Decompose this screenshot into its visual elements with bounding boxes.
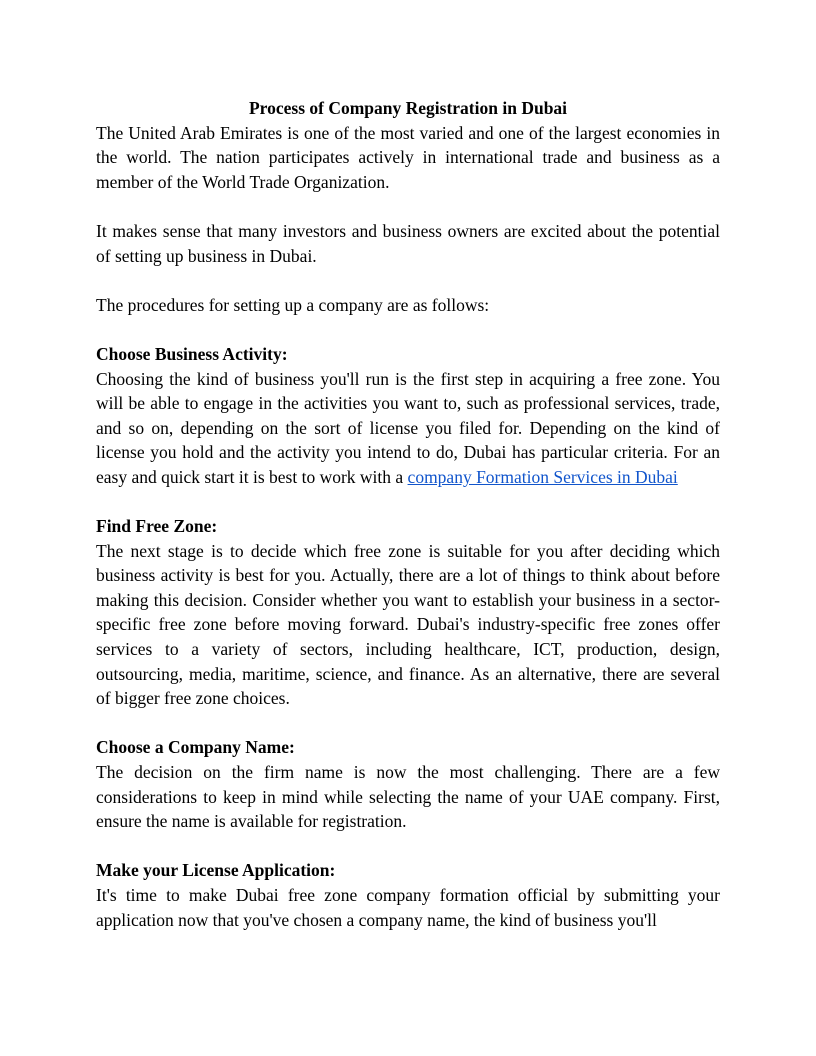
company-name-paragraph: The decision on the firm name is now the most challenging. There are a few considerations to keep in mind while selecting the name of your UAE company. First, ensure the name is available for registration. <box>96 762 720 832</box>
intro-paragraph-2: It makes sense that many investors and business owners are excited about the potential of setting up business in Dubai. <box>96 220 720 266</box>
free-zone-paragraph: The next stage is to decide which free zone is suitable for you after deciding which business activity is best for you. Actually, there are a lot of things to think about before making this decision. Consider whether you want to establish your business in a sector-specific free zone before moving forward. Dubai's industry-specific free zones offer services to a variety of sectors, including healthcare, ICT, production, design, outsourcing, media, maritime, science, and finance. As an alternative, there are several of bigger free zone choices. <box>96 540 720 709</box>
intro-paragraph-1: The United Arab Emirates is one of the most varied and one of the largest economies in the world. The nation participates actively in international trade and business as a member of the World Trade Organization. <box>96 122 720 192</box>
document-page <box>96 92 720 957</box>
company-name-heading: Choose a Company Name: <box>96 737 295 758</box>
business-activity-heading: Choose Business Activity: <box>96 343 288 364</box>
business-activity-text: Choosing the kind of business you'll run is the first step in acquiring a free zone. You will be able to engage in the activities you want to, such as professional services, trade, and so on, depending on the sort of license you filed for. Depending on the kind of license you hold and the activity you intend to do, Dubai has particular criteria. For an easy and quick start it is best to work with a <box>96 368 720 487</box>
company-formation-link[interactable]: company Formation Services in Dubai <box>407 466 678 487</box>
intro-paragraph-3: The procedures for setting up a company are as follows: <box>96 294 490 315</box>
license-application-heading: Make your License Application: <box>96 860 336 881</box>
license-application-paragraph: It's time to make Dubai free zone company formation official by submitting your application now that you've chosen a company name, the kind of business you'll <box>96 885 720 930</box>
document-title: Process of Company Registration in Dubai <box>248 98 568 118</box>
free-zone-heading: Find Free Zone: <box>96 516 218 537</box>
business-activity-paragraph <box>96 367 720 490</box>
